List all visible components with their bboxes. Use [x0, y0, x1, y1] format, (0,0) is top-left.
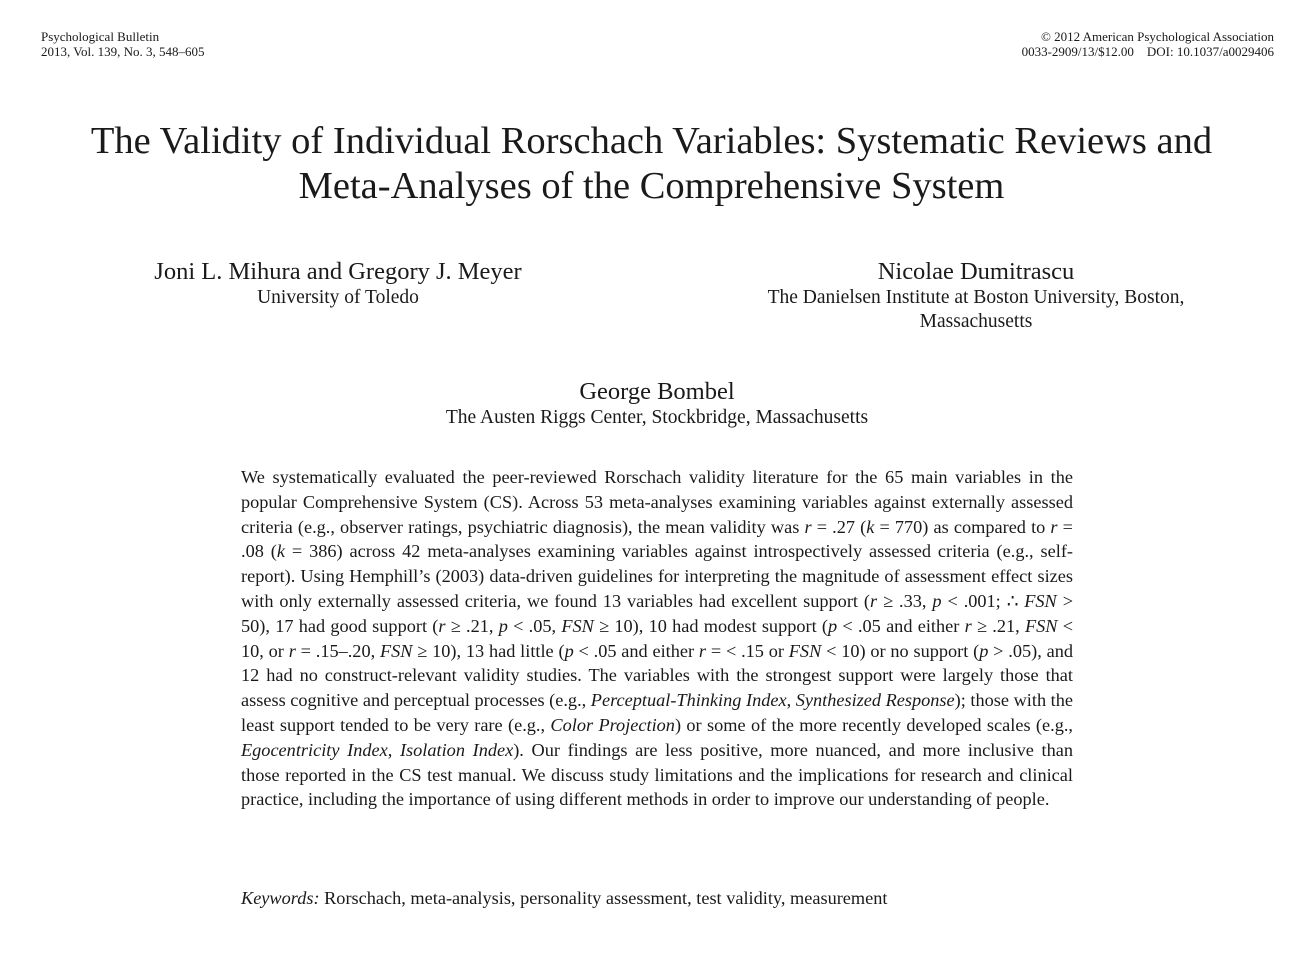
abstract-text-run: ≥ 10), 10 had modest support (	[593, 615, 829, 636]
keywords-label: Keywords:	[241, 888, 320, 908]
stat-symbol: FSN	[788, 640, 822, 661]
title-line-1: The Validity of Individual Rorschach Variables: Systematic Reviews and	[90, 120, 1213, 162]
author-block-3	[351, 378, 963, 430]
author-affiliation: University of Toledo	[257, 287, 419, 308]
author-block-2	[720, 258, 1232, 334]
article-title	[0, 119, 1303, 209]
stat-symbol: FSN	[561, 615, 594, 636]
abstract-text-run: < 10) or no support (	[821, 640, 980, 661]
abstract-text-run: = .08 (	[241, 516, 1073, 562]
abstract-text-run: < .05 and either	[837, 615, 965, 636]
abstract-text-run: ,	[387, 739, 400, 760]
author-names: George Bombel	[579, 378, 735, 405]
abstract-text-run: < .001; ∴	[941, 590, 1025, 611]
abstract-text-run: ) or some of the more recently developed scales (e.g.,	[674, 714, 1073, 735]
abstract-text-run: ,	[786, 690, 796, 711]
author-names: Joni L. Mihura and Gregory J. Meyer	[154, 258, 522, 285]
copyright-notice: © 2012 American Psychological Association	[1040, 29, 1274, 44]
journal-name: Psychological Bulletin	[41, 29, 160, 44]
abstract-text-run: = < .15 or	[706, 640, 789, 661]
abstract-text	[241, 465, 1073, 812]
journal-header	[41, 29, 204, 59]
variable-name: Egocentricity Index	[241, 739, 388, 760]
author-affiliation: The Austen Riggs Center, Stockbridge, Massachusetts	[445, 407, 869, 428]
abstract-text-run: = 770) as compared to	[874, 516, 1051, 537]
variable-name: Color Projection	[550, 714, 675, 735]
stat-symbol: r	[698, 640, 707, 661]
stat-symbol: k	[276, 541, 285, 562]
author-affiliation: The Danielsen Institute at Boston University, Boston,	[767, 287, 1185, 308]
keywords-text: Rorschach, meta-analysis, personality assessment, test validity, measurement	[319, 888, 888, 908]
stat-symbol: FSN	[1024, 590, 1057, 611]
abstract-text-run: < 10, or	[241, 615, 1074, 661]
abstract-text-run: > .05), and 12 had no construct-relevant validity studies. The variables with the strongest support were largely those that assess cognitive and perceptual processes (e.g.,	[241, 640, 1074, 711]
stat-symbol: r	[288, 640, 296, 661]
abstract-text-run: We systematically evaluated the peer-reviewed Rorschach validity literature for the 65 main variables in the popular Comprehensive System (CS). Across 53 meta-analyses examining variables against externally assessed criteria (e.g., observer ratings, psychiatric diagnosis), the mean validity was	[241, 467, 1073, 537]
abstract-text-run: > 50), 17 had good support (	[241, 590, 1074, 636]
stat-symbol: FSN	[379, 640, 413, 661]
stat-symbol: r	[438, 615, 446, 636]
author-names: Nicolae Dumitrascu	[877, 258, 1075, 285]
stat-symbol: r	[1050, 516, 1058, 537]
author-block-1	[118, 258, 558, 310]
variable-name: Synthesized Response	[795, 690, 955, 711]
copyright-header	[1022, 29, 1274, 59]
stat-symbol: p	[932, 590, 942, 611]
abstract-text-run: < .05,	[507, 615, 562, 636]
stat-symbol: p	[498, 615, 508, 636]
stat-symbol: r	[804, 516, 812, 537]
author-affiliation: Massachusetts	[919, 311, 1033, 332]
abstract-text-run: = 386) across 42 meta-analyses examining variables against introspectively assessed criteria (e.g., self-report). Using Hemphill’s (2003) data-driven guidelines for interpreting the magnitude of assessment effect sizes with only externally assessed criteria, we found 13 variables had excellent support (	[241, 541, 1073, 611]
stat-symbol: r	[964, 615, 972, 636]
title-line-2: Meta-Analyses of the Comprehensive System	[298, 165, 1005, 207]
abstract-text-run: ≥ .21,	[445, 615, 499, 636]
stat-symbol: r	[870, 590, 878, 611]
variable-name: Perceptual-Thinking Index	[590, 690, 787, 711]
abstract	[241, 465, 1073, 812]
stat-symbol: k	[866, 516, 875, 537]
stat-symbol: p	[979, 640, 989, 661]
abstract-text-run: = .27 (	[811, 516, 867, 537]
abstract-text-run: ≥ .33,	[877, 590, 933, 611]
stat-symbol: p	[564, 640, 574, 661]
abstract-text-run: ≥ 10), 13 had little (	[412, 640, 565, 661]
variable-name: Isolation Index	[399, 739, 514, 760]
abstract-text-run: ); those with the least support tended to be very rare (e.g.,	[241, 690, 1073, 735]
keywords-line	[241, 886, 1073, 910]
doi-line: 0033-2909/13/$12.00 DOI: 10.1037/a0029406	[1021, 44, 1274, 59]
abstract-text-run: ). Our findings are less positive, more nuanced, and more inclusive than those reported in the CS test manual. We discuss study limitations and the implications for research and clinical practice, including the importance of using different methods in order to improve our understanding of people.	[241, 739, 1074, 810]
stat-symbol: FSN	[1024, 615, 1058, 636]
journal-issue: 2013, Vol. 139, No. 3, 548–605	[41, 44, 205, 59]
abstract-text-run: < .05 and either	[573, 640, 699, 661]
abstract-text-run: ≥ .21,	[971, 615, 1025, 636]
abstract-text-run: = .15–.20,	[295, 640, 380, 661]
stat-symbol: p	[828, 615, 838, 636]
